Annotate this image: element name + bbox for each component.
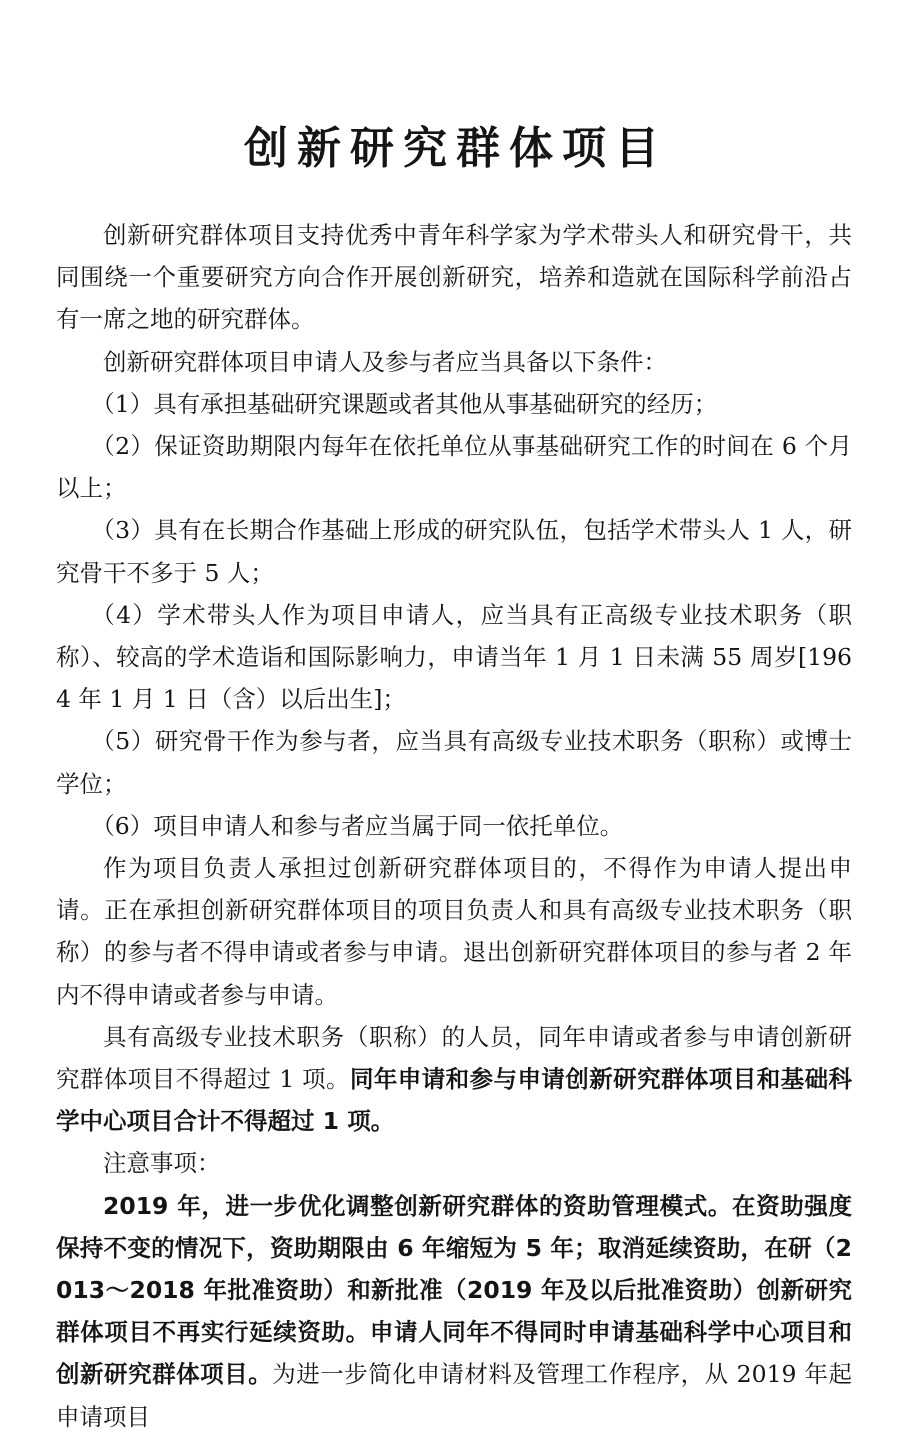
condition-1: （1）具有承担基础研究课题或者其他从事基础研究的经历； <box>91 389 718 418</box>
condition-5: （5）研究骨干作为参与者，应当具有高级专业技术职务（职称）或博士学位； <box>56 727 852 798</box>
notes-bold-text: 2019 年，进一步优化调整创新研究群体的资助管理模式。在资助强度保持不变的情况下，资助期限由 6 年缩短为 5 年；取消延续资助，在研（2013～2018 年批准资助）和新批准（2019 年及以后批准资助）创新研究群体项目不再实行延续资助。申请人同年不得同时申请基础科学中心项目和创新研究群体项目。 <box>56 1191 852 1389</box>
limit-normal-text: 具有高级专业技术职务（职称）的人员，同年申请或者参与申请创新研究群体项目不得超过 1 项。 <box>56 1022 852 1094</box>
condition-4: （4）学术带头人作为项目申请人，应当具有正高级专业技术职务（职称）、较高的学术造诣和国际影响力，申请当年 1 月 1 日未满 55 周岁[1964 年 1 月 1 日（含）以后出生]； <box>56 600 852 714</box>
document-body <box>56 214 852 1438</box>
page-title: 创新研究群体项目 <box>244 123 668 174</box>
condition-2: （2）保证资助期限内每年在依托单位从事基础研究工作的时间在 6 个月以上； <box>56 432 852 503</box>
notes-paragraph <box>56 1185 852 1438</box>
conditions-lead: 创新研究群体项目申请人及参与者应当具备以下条件： <box>103 347 667 376</box>
notes-heading: 注意事项： <box>103 1149 221 1178</box>
restriction-paragraph: 作为项目负责人承担过创新研究群体项目的，不得作为申请人提出申请。正在承担创新研究群体项目的项目负责人和具有高级专业技术职务（职称）的参与者不得申请或者参与申请。退出创新研究群体项目的参与者 2 年内不得申请或者参与申请。 <box>56 854 852 1009</box>
condition-6: （6）项目申请人和参与者应当属于同一依托单位。 <box>91 811 624 840</box>
intro-paragraph: 创新研究群体项目支持优秀中青年科学家为学术带头人和研究骨干，共同围绕一个重要研究方向合作开展创新研究，培养和造就在国际科学前沿占有一席之地的研究群体。 <box>56 221 852 334</box>
limit-bold-text: 同年申请和参与申请创新研究群体项目和基础科学中心项目合计不得超过 1 项。 <box>56 1065 852 1136</box>
notes-normal-text: 为进一步简化申请材料及管理工作程序，从 2019 年起申请项目 <box>56 1360 852 1431</box>
condition-3: （3）具有在长期合作基础上形成的研究队伍，包括学术带头人 1 人，研究骨干不多于 5 人； <box>56 516 852 587</box>
limit-paragraph <box>56 1016 852 1143</box>
